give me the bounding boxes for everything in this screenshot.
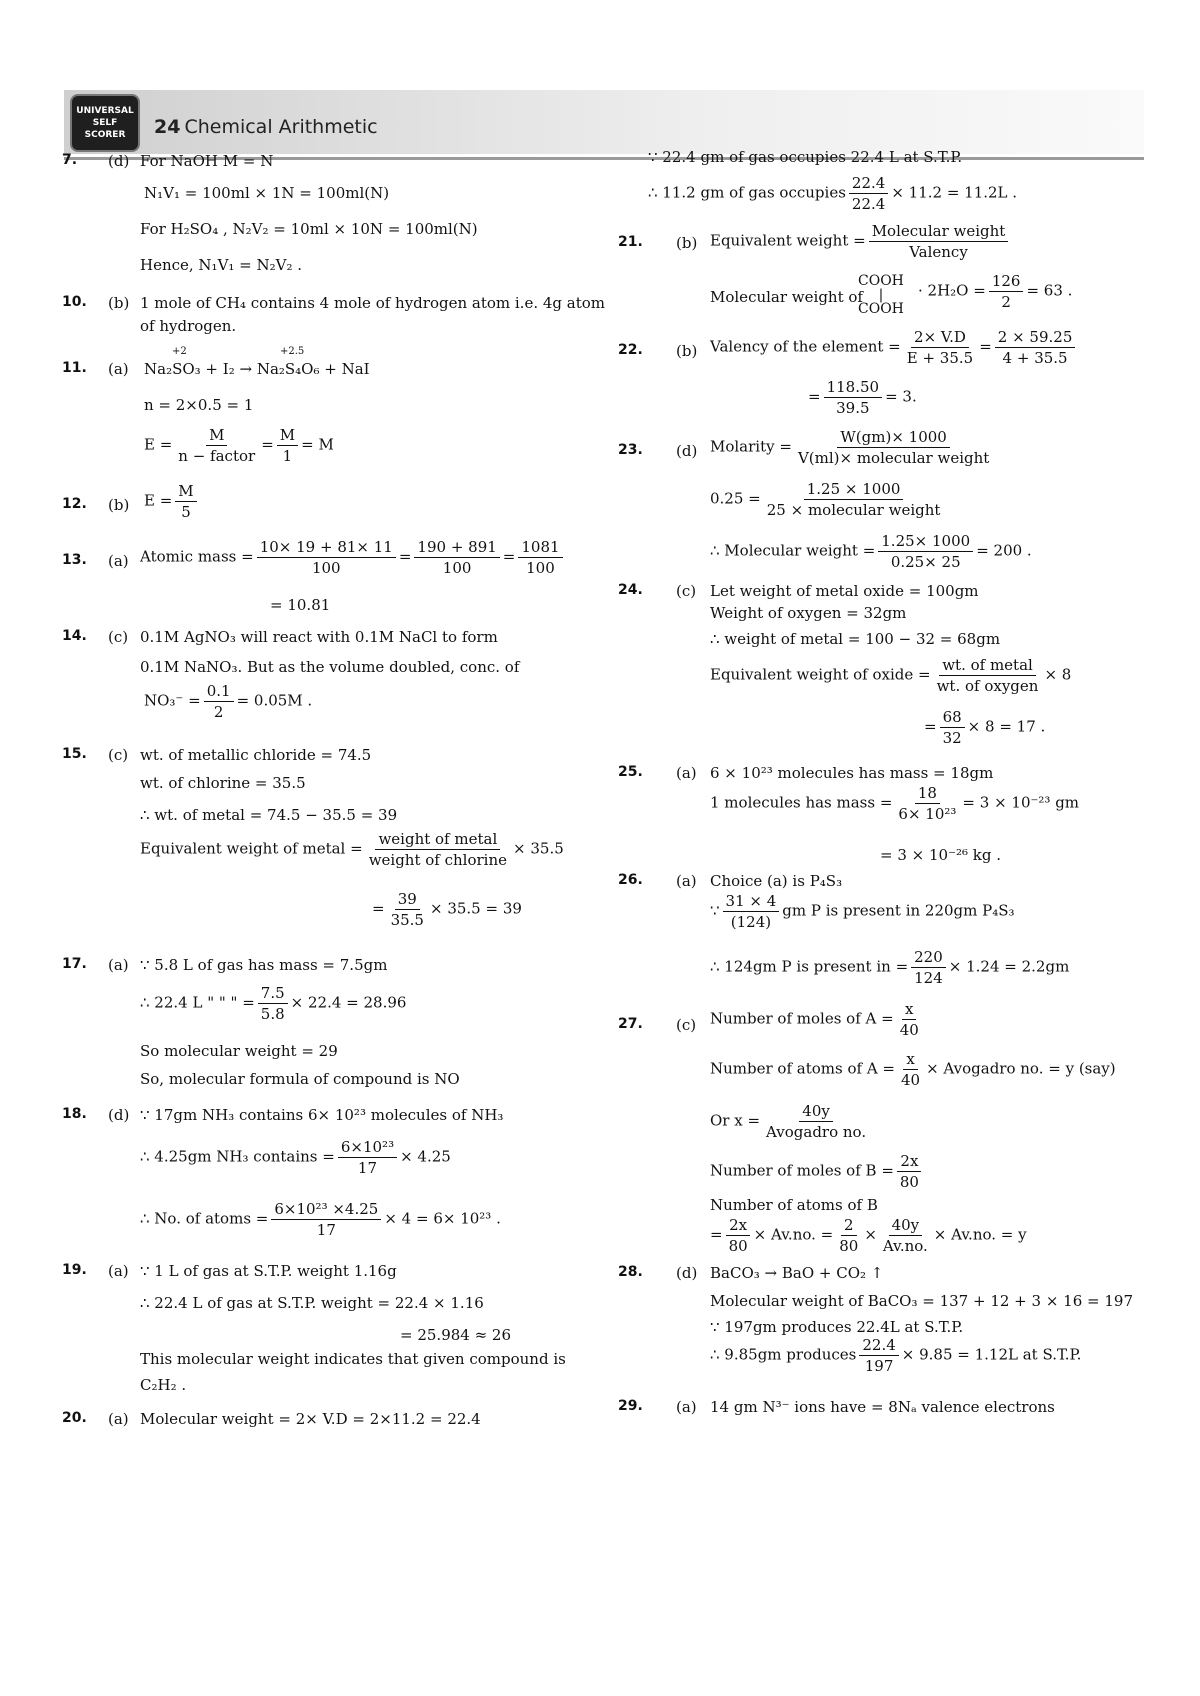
text-line: Molecular weight = 2× V.D = 2×11.2 = 22.4 — [140, 1410, 481, 1428]
text-line: Let weight of metal oxide = 100gm — [710, 582, 979, 600]
question-number: 24. — [618, 582, 643, 598]
question-number: 19. — [62, 1262, 87, 1278]
equation: BaCO₃ → BaO + CO₂ ↑ — [710, 1264, 884, 1282]
answer-option: (c) — [676, 1016, 697, 1034]
answer-option: (c) — [108, 628, 129, 646]
question-number: 27. — [618, 1016, 643, 1032]
oxidation-state: +2.5 — [280, 346, 305, 357]
answer-option: (a) — [108, 1410, 129, 1428]
answer-option: (a) — [108, 1262, 129, 1280]
text-line: Weight of oxygen = 32gm — [710, 604, 907, 622]
equation: Equivalent weight of metal = $\frac{\text{weight of metal}}{\text{weight of chlorine}}$ × 35.5 — [140, 830, 564, 869]
answer-option: (d) — [108, 1106, 130, 1124]
right-column — [618, 148, 1158, 1560]
answer-option: (a) — [108, 552, 129, 570]
text-line: 6 × 10²³ molecules has mass = 18gm — [710, 764, 994, 782]
text-line: ∵ 197gm produces 22.4L at S.T.P. — [710, 1318, 964, 1336]
question-number: 11. — [62, 360, 87, 376]
equation: Na₂SO₃ + I₂ → Na₂S₄O₆ + NaI — [144, 360, 370, 378]
equation: NO₃⁻ = $\frac{0.1}{2}$ = 0.05M . — [144, 682, 313, 721]
answer-option: (a) — [676, 1398, 697, 1416]
text-line: 14 gm N³⁻ ions have = 8Nₐ valence electrons — [710, 1398, 1055, 1416]
question-number: 28. — [618, 1264, 643, 1280]
question-number: 29. — [618, 1398, 643, 1414]
text-line: = 25.984 ≈ 26 — [400, 1326, 512, 1344]
equation: Equivalent weight = $\frac{\text{Molecular weight}}{\text{Valency}}$ — [710, 222, 1011, 261]
answer-option: (b) — [676, 342, 698, 360]
text-line: N₁V₁ = 100ml × 1N = 100ml(N) — [144, 184, 390, 202]
equation: = 3 × 10⁻²⁶ kg . — [880, 846, 1002, 864]
equation: Number of moles of A = $\frac{x}{40}$ — [710, 1000, 919, 1039]
text-line: Molecular weight of — [710, 288, 863, 306]
equation: Valency of the element = $\frac{2\times V.D}{E + 35.5}$ = $\frac{2 \times 59.25}{4 + 35.5}$ — [710, 328, 1078, 367]
logo-line1: UNIVERSAL — [76, 106, 134, 116]
question-number: 10. — [62, 294, 87, 310]
text-line: Number of atoms of B — [710, 1196, 878, 1214]
text-line: ∴ 22.4 L of gas at S.T.P. weight = 22.4 × 1.16 — [140, 1294, 484, 1312]
equation: Molarity = $\frac{W(gm)\times 1000}{\text{V(ml)× molecular weight}}$ — [710, 428, 990, 467]
question-number: 26. — [618, 872, 643, 888]
left-column — [62, 152, 605, 1560]
text-line: Choice (a) is P₄S₃ — [710, 872, 843, 890]
equation: ∵ $\frac{31 \times 4}{(124)}$ gm P is present in 220gm P₄S₃ — [710, 892, 1015, 931]
question-number: 15. — [62, 746, 87, 762]
answer-option: (d) — [676, 442, 698, 460]
text-line: For H₂SO₄ , N₂V₂ = 10ml × 10N = 100ml(N) — [140, 220, 478, 238]
equation: ∴ No. of atoms = $\frac{\text{6×10²³ ×4.25}}{17}$ × 4 = 6× 10²³ . — [140, 1200, 501, 1239]
oxidation-state: +2 — [172, 346, 187, 357]
question-number: 25. — [618, 764, 643, 780]
text-line: ∵ 1 L of gas at S.T.P. weight 1.16g — [140, 1262, 397, 1280]
equation: ∴ 11.2 gm of gas occupies $\frac{22.4}{22.4}$ × 11.2 = 11.2L . — [648, 174, 1018, 213]
answer-option: (a) — [676, 872, 697, 890]
text-line: C₂H₂ . — [140, 1376, 187, 1394]
equation: = $\frac{2x}{80}$ × Av.no. = $\frac{2}{80}$ × $\frac{40y}{Av.no.}$ × Av.no. = y — [710, 1216, 1027, 1255]
answer-option: (b) — [108, 496, 130, 514]
answer-option: (a) — [676, 764, 697, 782]
equation: Equivalent weight of oxide = $\frac{\text{wt. of metal}}{\text{wt. of oxygen}}$ × 8 — [710, 656, 1072, 695]
answer-option: (b) — [108, 294, 130, 312]
question-number: 21. — [618, 234, 643, 250]
equation: 0.25 = $\frac{1.25 \times 1000}{\text{25 × molecular weight}}$ — [710, 480, 941, 519]
equation: E = $\frac{M}{5}$ — [144, 482, 200, 521]
text-line: Molecular weight of BaCO₃ = 137 + 12 + 3 × 16 = 197 — [710, 1292, 1133, 1310]
text-line: So molecular weight = 29 — [140, 1042, 338, 1060]
equation: Number of moles of B = $\frac{2x}{80}$ — [710, 1152, 925, 1191]
question-number: 20. — [62, 1410, 87, 1426]
text-line: For NaOH M = N — [140, 152, 274, 170]
question-number: 14. — [62, 628, 87, 644]
text-line: 0.1M NaNO₃. But as the volume doubled, conc. of — [140, 658, 520, 676]
logo — [70, 94, 140, 152]
text-line: ∵ 22.4 gm of gas occupies 22.4 L at S.T.P. — [648, 148, 963, 166]
equation: n = 2×0.5 = 1 — [144, 396, 254, 414]
text-line: wt. of chlorine = 35.5 — [140, 774, 306, 792]
equation: = $\frac{118.50}{39.5}$ = 3. — [808, 378, 917, 417]
text-line: This molecular weight indicates that given compound is — [140, 1350, 566, 1368]
equation: = $\frac{68}{32}$ × 8 = 17 . — [924, 708, 1046, 747]
answer-option: (d) — [676, 1264, 698, 1282]
equation: ∴ 9.85gm produces $\frac{22.4}{197}$ × 9.85 = 1.12L at S.T.P. — [710, 1336, 1082, 1375]
question-number: 18. — [62, 1106, 87, 1122]
equation: Number of atoms of A = $\frac{x}{40}$ × Avogadro no. = y (say) — [710, 1050, 1116, 1089]
question-number: 7. — [62, 152, 78, 168]
equation: E = $\frac{M}{\text{n − factor}}$ = $\frac{M}{1}$ = M — [144, 426, 334, 465]
answer-option: (c) — [108, 746, 129, 764]
equation: ∴ Molecular weight = $\frac{1.25\times 1000}{0.25\times 25}$ = 200 . — [710, 532, 1032, 571]
text-line: of hydrogen. — [140, 317, 237, 335]
text-line: wt. of metallic chloride = 74.5 — [140, 746, 372, 764]
answer-option: (c) — [676, 582, 697, 600]
question-number: 12. — [62, 496, 87, 512]
text-line: 0.1M AgNO₃ will react with 0.1M NaCl to form — [140, 628, 498, 646]
equation: ∴ 124gm P is present in = $\frac{220}{124}$ × 1.24 = 2.2gm — [710, 948, 1070, 987]
page-number: 24 — [154, 116, 181, 138]
text-line: Hence, N₁V₁ = N₂V₂ . — [140, 256, 303, 274]
equation: 1 molecules has mass = $\frac{18}{\text{6× 10²³}}$ = 3 × 10⁻²³ gm — [710, 784, 1080, 823]
chemical-formula: COOH | COOH — [858, 273, 904, 317]
question-number: 13. — [62, 552, 87, 568]
equation: = $\frac{39}{35.5}$ × 35.5 = 39 — [372, 890, 522, 929]
text-line: So, molecular formula of compound is NO — [140, 1070, 460, 1088]
text-line: ∵ 5.8 L of gas has mass = 7.5gm — [140, 956, 388, 974]
question-number: 17. — [62, 956, 87, 972]
text-line: ∴ weight of metal = 100 − 32 = 68gm — [710, 630, 1001, 648]
equation: ∴ 22.4 L " " " = $\frac{7.5}{5.8}$ × 22.4 = 28.96 — [140, 984, 407, 1023]
question-number: 23. — [618, 442, 643, 458]
answer-option: (a) — [108, 360, 129, 378]
chapter-title: Chemical Arithmetic — [184, 116, 378, 138]
text-line: ∵ 17gm NH₃ contains 6× 10²³ molecules of NH₃ — [140, 1106, 504, 1124]
text-line: 1 mole of CH₄ contains 4 mole of hydrogen atom i.e. 4g atom — [140, 294, 605, 312]
equation: = 10.81 — [270, 596, 331, 614]
equation: · 2H₂O = $\frac{126}{2}$ = 63 . — [918, 272, 1073, 311]
equation: ∴ 4.25gm NH₃ contains = $\frac{\text{6×10²³}}{17}$ × 4.25 — [140, 1138, 451, 1177]
answer-option: (b) — [676, 234, 698, 252]
logo-line2: SELF SCORER — [84, 118, 126, 140]
equation: Atomic mass = $\frac{10\times 19 + 81\times 11}{100}$ = $\frac{190 + 891}{100}$ = $\frac{1081}{100}$ — [140, 538, 566, 577]
text-line: ∴ wt. of metal = 74.5 − 35.5 = 39 — [140, 806, 398, 824]
answer-option: (a) — [108, 956, 129, 974]
answer-option: (d) — [108, 152, 130, 170]
page-title — [154, 116, 378, 138]
question-number: 22. — [618, 342, 643, 358]
equation: Or x = $\frac{40y}{\text{Avogadro no.}}$ — [710, 1102, 867, 1141]
